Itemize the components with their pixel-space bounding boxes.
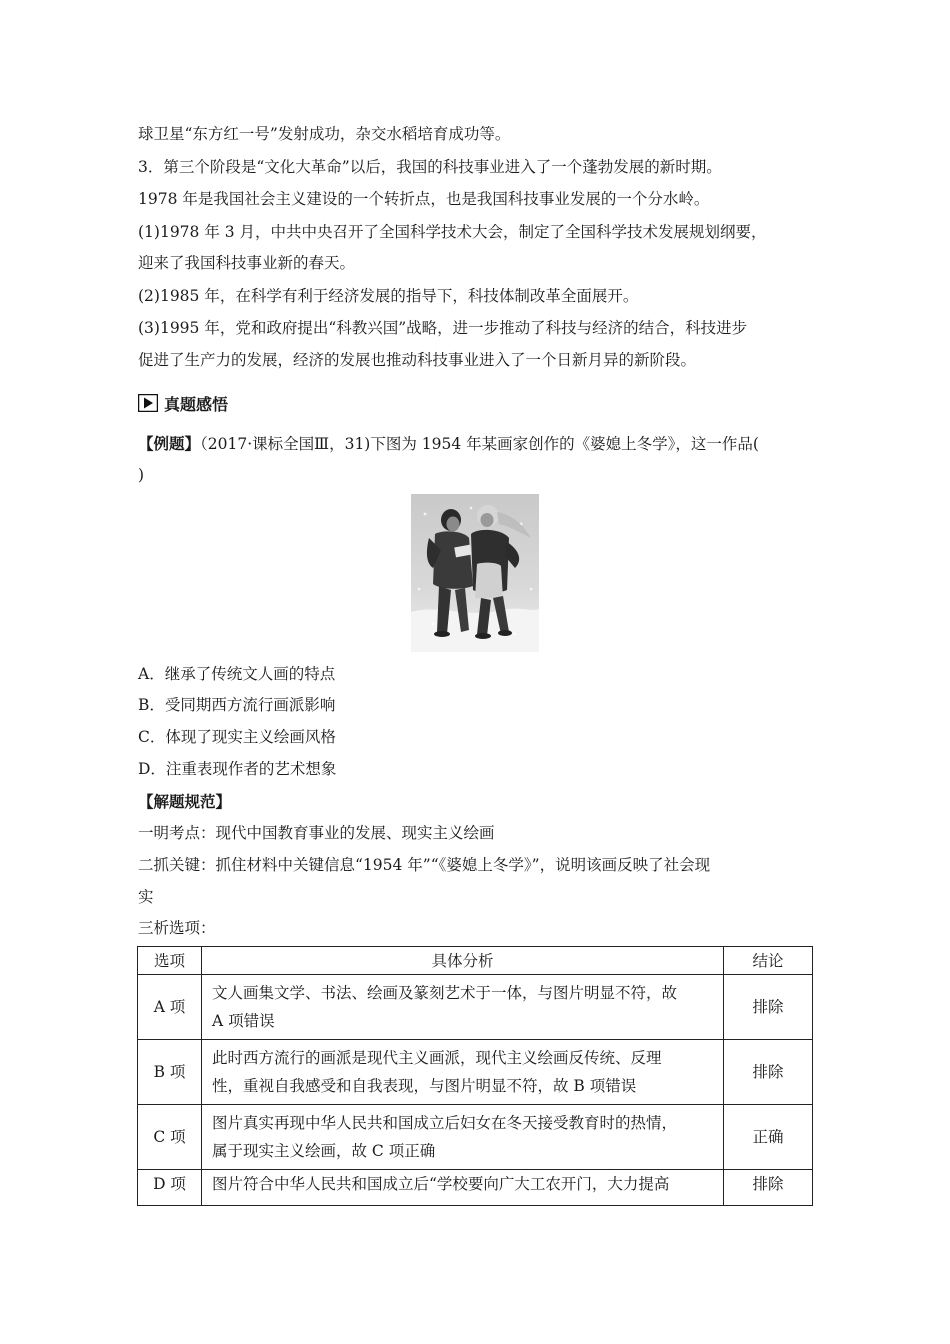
option-c: C．体现了现实主义绘画风格: [138, 728, 336, 746]
question-stem-end: ): [138, 466, 145, 484]
row-analysis-line: A 项错误: [212, 1012, 275, 1030]
solution-step-2: 二抓关键：抓住材料中关键信息“1954 年”“《婆媳上冬学》”，说明该画反映了社会现: [138, 856, 711, 874]
intro-line-7: (3)1995 年，党和政府提出“科教兴国”战略，进一步推动了科技与经济的结合，科技进步: [138, 319, 748, 337]
intro-line-1: 球卫星“东方红一号”发射成功，杂交水稻培育成功等。: [138, 125, 511, 143]
row-analysis-line: 性，重视自我感受和自我表现，与图片明显不符，故 B 项错误: [212, 1077, 637, 1095]
row-analysis: [202, 1105, 724, 1170]
play-icon: [138, 394, 158, 412]
row-conclusion: 排除: [724, 1170, 813, 1206]
row-analysis: [202, 975, 724, 1040]
solution-step-3: 三析选项：: [138, 919, 216, 937]
painting-illustration: [411, 494, 539, 652]
row-conclusion: 正确: [724, 1105, 813, 1170]
section-title: 真题感悟: [164, 394, 229, 414]
analysis-table: [137, 946, 813, 1206]
row-conclusion: 排除: [724, 1040, 813, 1105]
row-analysis-line: 此时西方流行的画派是现代主义画派，现代主义绘画反传统、反理: [212, 1049, 662, 1067]
row-analysis-line: 图片符合中华人民共和国成立后“学校要向广大工农开门，大力提高: [212, 1175, 670, 1193]
row-option: D 项: [138, 1170, 202, 1206]
solution-step-1: 一明考点：现代中国教育事业的发展、现实主义绘画: [138, 824, 495, 842]
section-heading: [138, 393, 228, 413]
table-row: [138, 1105, 813, 1170]
question-stem: [138, 434, 759, 454]
question-tag: 【例题】: [138, 434, 201, 453]
header-analysis: 具体分析: [202, 947, 724, 975]
row-conclusion: 排除: [724, 975, 813, 1040]
intro-line-5: 迎来了我国科技事业新的春天。: [138, 254, 356, 272]
solution-step-2-cont: 实: [138, 888, 154, 906]
table-row: [138, 1170, 813, 1206]
row-analysis-line: 属于现实主义绘画，故 C 项正确: [212, 1142, 436, 1160]
header-conclusion: 结论: [724, 947, 813, 975]
row-option: B 项: [138, 1040, 202, 1105]
intro-line-3: 1978 年是我国社会主义建设的一个转折点，也是我国科技事业发展的一个分水岭。: [138, 190, 710, 208]
row-analysis: [202, 1170, 724, 1206]
option-a: A．继承了传统文人画的特点: [138, 665, 336, 683]
table-row: [138, 1040, 813, 1105]
intro-line-8: 促进了生产力的发展，经济的发展也推动科技事业进入了一个日新月异的新阶段。: [138, 351, 697, 369]
table-row: [138, 975, 813, 1040]
row-option: A 项: [138, 975, 202, 1040]
option-d: D．注重表现作者的艺术想象: [138, 760, 337, 778]
table-header-row: [138, 947, 813, 975]
row-analysis-line: 图片真实再现中华人民共和国成立后妇女在冬天接受教育时的热情，: [212, 1114, 678, 1132]
header-option: 选项: [138, 947, 202, 975]
intro-line-6: (2)1985 年，在科学有利于经济发展的指导下，科技体制改革全面展开。: [138, 287, 639, 305]
option-b: B．受同期西方流行画派影响: [138, 696, 336, 714]
intro-line-4: (1)1978 年 3 月，中共中央召开了全国科学技术大会，制定了全国科学技术发展规划纲要，: [138, 223, 767, 241]
solution-heading: 【解题规范】: [138, 792, 232, 811]
painting-image: [411, 494, 539, 652]
row-analysis: [202, 1040, 724, 1105]
intro-line-2: 3．第三个阶段是“文化大革命”以后，我国的科技事业进入了一个蓬勃发展的新时期。: [138, 158, 722, 176]
row-analysis-line: 文人画集文学、书法、绘画及篆刻艺术于一体，与图片明显不符，故: [212, 984, 678, 1002]
row-option: C 项: [138, 1105, 202, 1170]
question-stem-text: （2017·课标全国Ⅲ，31)下图为 1954 年某画家创作的《婆媳上冬学》，这一作品(: [200, 435, 759, 453]
